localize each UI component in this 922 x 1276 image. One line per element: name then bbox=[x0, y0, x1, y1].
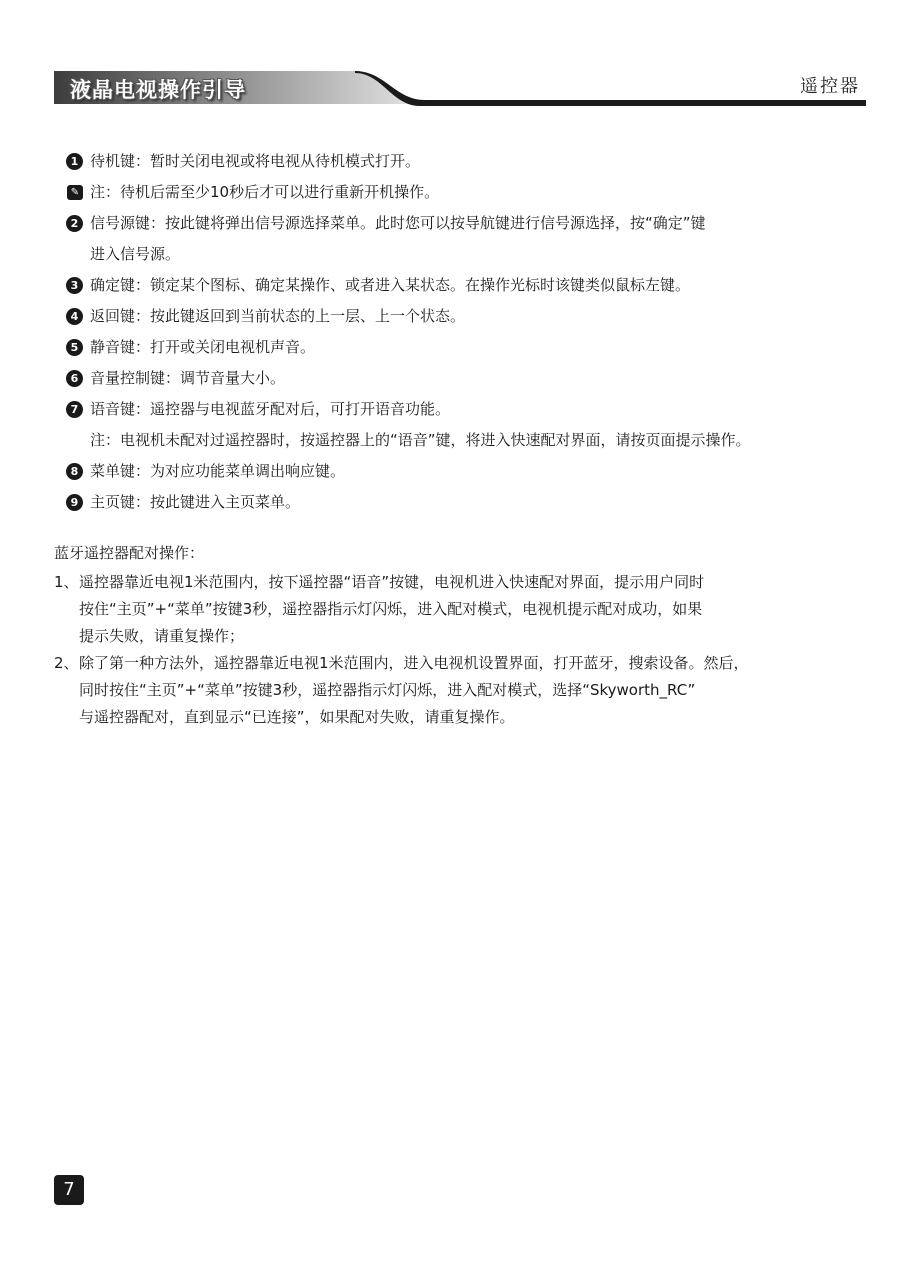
list-item-menu bbox=[66, 456, 866, 487]
number-badge: 4 bbox=[66, 308, 83, 325]
list-item-source bbox=[66, 208, 866, 239]
section-title: 蓝牙遥控器配对操作： bbox=[54, 544, 205, 562]
step-line: 同时按住“主页”+“菜单”按键3秒，遥控器指示灯闪烁，进入配对模式，选择“Skyworth_RC” bbox=[79, 681, 696, 699]
step-line: 遥控器靠近电视1米范围内，按下遥控器“语音”按键，电视机进入快速配对界面，提示用户同时 bbox=[79, 573, 705, 591]
step-line: 提示失败，请重复操作； bbox=[79, 627, 245, 645]
item-text: 待机键：暂时关闭电视或将电视从待机模式打开。 bbox=[90, 152, 421, 170]
page-number: 7 bbox=[54, 1175, 84, 1205]
number-badge: 6 bbox=[66, 370, 83, 387]
key-descriptions bbox=[66, 146, 866, 518]
step-number: 2、 bbox=[54, 654, 79, 672]
pairing-step-1 bbox=[54, 569, 884, 650]
item-text-continued: 进入信号源。 bbox=[90, 245, 181, 263]
pairing-step-2 bbox=[54, 650, 884, 731]
step-line: 除了第一种方法外，遥控器靠近电视1米范围内，进入电视机设置界面，打开蓝牙，搜索设备。然后， bbox=[79, 654, 749, 672]
item-text: 菜单键：为对应功能菜单调出响应键。 bbox=[90, 462, 346, 480]
item-text: 语音键：遥控器与电视蓝牙配对后，可打开语音功能。 bbox=[90, 400, 451, 418]
header-title: 液晶电视操作引导 bbox=[70, 77, 246, 102]
number-badge: 7 bbox=[66, 401, 83, 418]
list-item-ok bbox=[66, 270, 866, 301]
item-text: 静音键：打开或关闭电视机声音。 bbox=[90, 338, 316, 356]
pencil-icon: ✎ bbox=[67, 185, 83, 200]
item-text-continued: 注：电视机未配对过遥控器时，按遥控器上的“语音”键，将进入快速配对界面，请按页面提示操作。 bbox=[90, 431, 751, 449]
list-item-mute bbox=[66, 332, 866, 363]
list-item-voice bbox=[66, 394, 866, 425]
section-label: 遥控器 bbox=[800, 76, 860, 97]
item-text: 注：待机后需至少10秒后才可以进行重新开机操作。 bbox=[90, 183, 440, 201]
item-text: 音量控制键：调节音量大小。 bbox=[90, 369, 286, 387]
list-item-back bbox=[66, 301, 866, 332]
bluetooth-pairing-section bbox=[54, 540, 884, 731]
page-header bbox=[0, 0, 922, 120]
step-line: 按住“主页”+“菜单”按键3秒，遥控器指示灯闪烁，进入配对模式，电视机提示配对成功，如果 bbox=[79, 600, 703, 618]
item-text: 返回键：按此键返回到当前状态的上一层、上一个状态。 bbox=[90, 307, 466, 325]
list-item-volume bbox=[66, 363, 866, 394]
number-badge: 1 bbox=[66, 153, 83, 170]
item-text: 确定键：锁定某个图标、确定某操作、或者进入某状态。在操作光标时该键类似鼠标左键。 bbox=[90, 276, 691, 294]
step-number: 1、 bbox=[54, 573, 79, 591]
number-badge: 8 bbox=[66, 463, 83, 480]
step-line: 与遥控器配对，直到显示“已连接”，如果配对失败，请重复操作。 bbox=[79, 708, 515, 726]
number-badge: 5 bbox=[66, 339, 83, 356]
item-text: 信号源键：按此键将弹出信号源选择菜单。此时您可以按导航键进行信号源选择，按“确定”键 bbox=[90, 214, 706, 232]
number-badge: 2 bbox=[66, 215, 83, 232]
item-text: 主页键：按此键进入主页菜单。 bbox=[90, 493, 301, 511]
list-item-standby-note bbox=[66, 177, 866, 208]
list-item-standby bbox=[66, 146, 866, 177]
number-badge: 9 bbox=[66, 494, 83, 511]
number-badge: 3 bbox=[66, 277, 83, 294]
list-item-home bbox=[66, 487, 866, 518]
